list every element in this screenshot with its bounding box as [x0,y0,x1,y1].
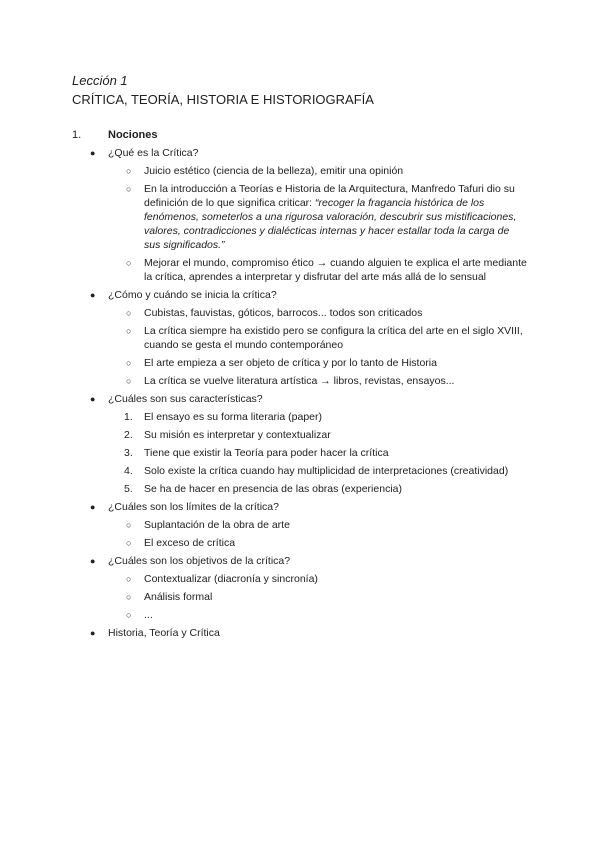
question-text: ¿Cómo y cuándo se inicia la crítica? [108,289,277,301]
sub-item [72,256,528,284]
question-text: ¿Cuáles son los objetivos de la crítica? [108,555,291,567]
circle-bullet-icon: ○ [126,376,132,386]
numbered-item [72,428,528,442]
item-number: 1. [124,411,133,423]
sub-item-text: Suplantación de la obra de arte [144,519,290,531]
sub-item [72,536,528,550]
question-item [72,500,528,514]
numbered-item-text: Su misión es interpretar y contextualizar [144,429,331,441]
item-number: 5. [124,483,133,495]
bullet-icon: ● [90,394,96,404]
sub-item-text: El arte empieza a ser objeto de crítica y por lo tanto de Historia [144,357,437,369]
sub-item-text: Mejorar el mundo, compromiso ético → cuando alguien te explica el arte mediante la crítica, aprendes a interpretar y disfrutar del arte más allá de lo sensual [144,257,527,283]
section-number: 1. [72,129,82,141]
sub-item [72,590,528,604]
sub-item [72,356,528,370]
numbered-item-text: Tiene que existir la Teoría para poder hacer la crítica [144,447,389,459]
sub-item [72,164,528,178]
sub-item [72,306,528,320]
item-number: 2. [124,429,133,441]
sub-item [72,572,528,586]
numbered-item [72,446,528,460]
section-heading [72,128,528,142]
numbered-item-text: Solo existe la crítica cuando hay multiplicidad de interpretaciones (creatividad) [144,465,509,477]
document-page [72,72,528,640]
numbered-item [72,410,528,424]
question-item [72,626,528,640]
sub-item-text: Juicio estético (ciencia de la belleza), emitir una opinión [144,165,404,177]
question-item [72,392,528,406]
circle-bullet-icon: ○ [126,184,132,194]
bullet-icon: ● [90,502,96,512]
numbered-item-text: Se ha de hacer en presencia de las obras (experiencia) [144,483,402,495]
circle-bullet-icon: ○ [126,166,132,176]
numbered-item-text: El ensayo es su forma literaria (paper) [144,411,322,423]
lesson-label: Lección 1 [72,73,128,88]
question-item [72,288,528,302]
sub-item-text: En la introducción a Teorías e Historia de la Arquitectura, Manfredo Tafuri dio su definición de lo que significa criticar: [144,183,515,209]
sub-item [72,374,528,388]
sub-item [72,608,528,622]
question-item [72,554,528,568]
item-number: 3. [124,447,133,459]
question-item [72,146,528,160]
sub-item-text: Análisis formal [144,591,213,603]
circle-bullet-icon: ○ [126,610,132,620]
item-number: 4. [124,465,133,477]
sub-item-text: El exceso de crítica [144,537,236,549]
circle-bullet-icon: ○ [126,574,132,584]
bullet-icon: ● [90,148,96,158]
circle-bullet-icon: ○ [126,358,132,368]
sub-item-text: ... [144,609,153,621]
question-text: ¿Cuáles son los límites de la crítica? [108,501,279,513]
sub-item-text: La crítica se vuelve literatura artística → libros, revistas, ensayos... [144,375,455,387]
bullet-icon: ● [90,290,96,300]
tafuri-quote: “recoger la fragancia histórica de los fenómenos, someterlos a una rigurosa valoración, descubrir sus mistificaciones, valores, contradicciones y dialécticas internas y hacer estallar toda la carga de sus significados.” [144,197,517,251]
sub-item [72,518,528,532]
bullet-icon: ● [90,628,96,638]
sub-item-text: La crítica siempre ha existido pero se configura la crítica del arte en el siglo XVIII, cuando se gesta el mundo contemporáneo [144,325,523,351]
circle-bullet-icon: ○ [126,520,132,530]
question-text: ¿Cuáles son sus características? [108,393,263,405]
circle-bullet-icon: ○ [126,258,132,268]
bullet-icon: ● [90,556,96,566]
numbered-item [72,482,528,496]
sub-item [72,182,528,252]
circle-bullet-icon: ○ [126,538,132,548]
lesson-title: CRÍTICA, TEORÍA, HISTORIA E HISTORIOGRAFÍA [72,92,374,107]
section-label: Nociones [108,129,158,141]
sub-item-text: Cubistas, fauvistas, góticos, barrocos... todos son criticados [144,307,423,319]
question-text: ¿Qué es la Crítica? [108,147,199,159]
numbered-item [72,464,528,478]
circle-bullet-icon: ○ [126,308,132,318]
sub-item [72,324,528,352]
question-text: Historia, Teoría y Crítica [108,627,220,639]
circle-bullet-icon: ○ [126,592,132,602]
sub-item-text: Contextualizar (diacronía y sincronía) [144,573,318,585]
circle-bullet-icon: ○ [126,326,132,336]
